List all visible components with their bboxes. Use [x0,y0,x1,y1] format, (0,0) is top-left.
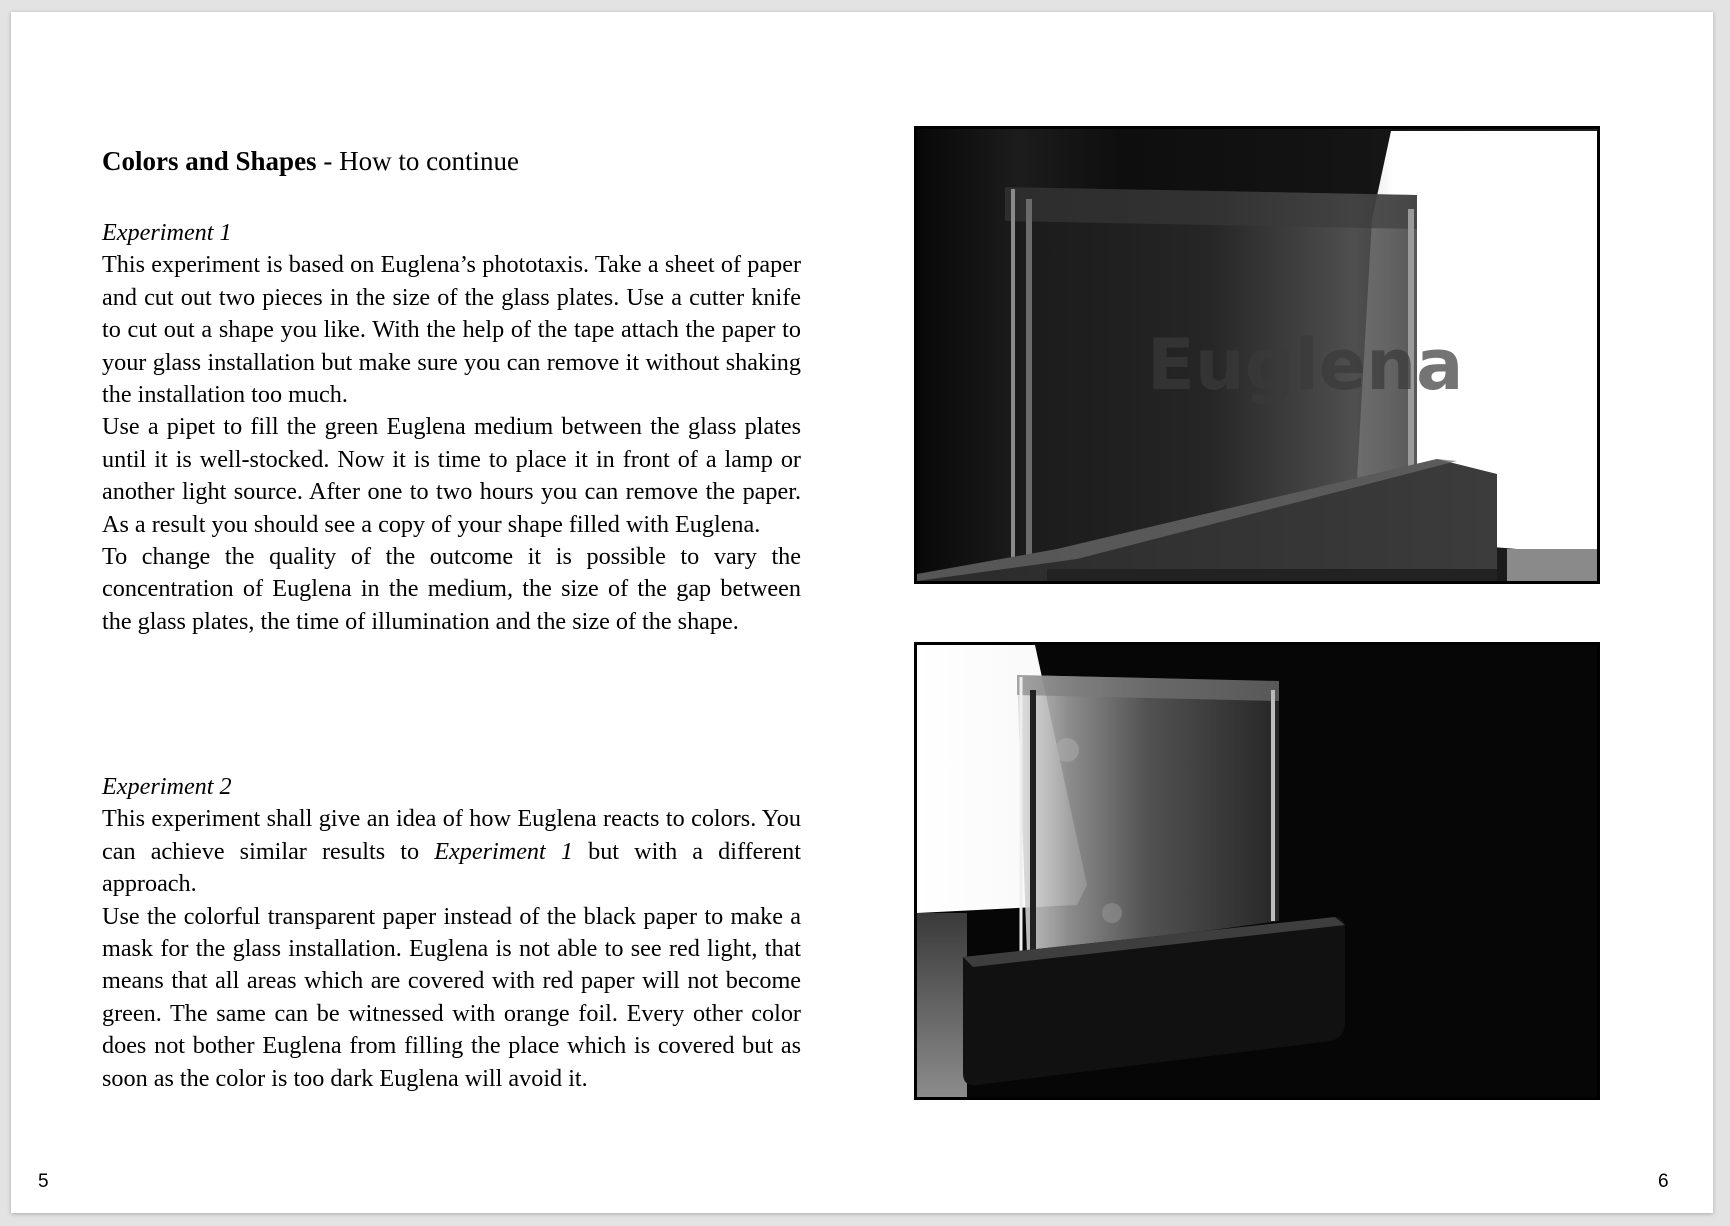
text-run: This experiment shall give an idea of how Euglena reacts to colors. You can achieve similar results to [102,805,801,865]
document-spread [11,12,1713,1213]
experiment-1-paragraph: This experiment is based on Euglena’s phototaxis. Take a sheet of paper and cut out two pieces in the size of the glass plates. Use a cutter knife to cut out a shape you like. With the help of the tape attach the paper to your glass installation but make sure you can remove it without shaking the installation too much. [102,251,801,409]
page-number-left: 5 [38,1171,49,1192]
experiment-2-paragraph [102,803,801,900]
text-run: but with a different approach. [102,837,801,898]
experiment-2-paragraph: Use the colorful transparent paper instead of the black paper to make a mask for the glass installation. Euglena is not able to see red light, that means that all areas which are covered with red paper will not become green. The same can be witnessed with orange foil. Every other color does not bother Euglena from filling the place which is covered but as soon as the color is too dark Euglena will avoid it. [102,902,801,1092]
page-number-right: 6 [1658,1171,1669,1192]
experiment-2-label: Experiment 2 [102,773,232,800]
photo-installation-1 [914,126,1600,584]
experiment-1-paragraph: To change the quality of the outcome it is possible to vary the concentration of Euglena in the medium, the size of the gap between the glass plates, the time of illumination and the size of the shape. [102,543,801,635]
experiment-2-section [102,771,801,1095]
title-subtitle: - How to continue [316,146,520,176]
experiment-1-label: Experiment 1 [102,219,232,246]
text-run-italic: Experiment 1 [434,837,573,865]
photo-installation-2 [914,642,1600,1100]
experiment-1-paragraph: Use a pipet to fill the green Euglena medium between the glass plates until it is well-stocked. Now it is time to place it in front of a lamp or another light source. After one to two hours you can remove the paper. As a result you should see a copy of your shape filled with Euglena. [102,413,801,538]
title-bold: Colors and Shapes [102,146,317,176]
euglena-lettering: Euglena [1147,324,1464,406]
page-title [102,145,519,177]
photo-2-image [917,645,1597,1097]
photo-1-image [917,129,1597,581]
experiment-1-section [102,217,801,638]
